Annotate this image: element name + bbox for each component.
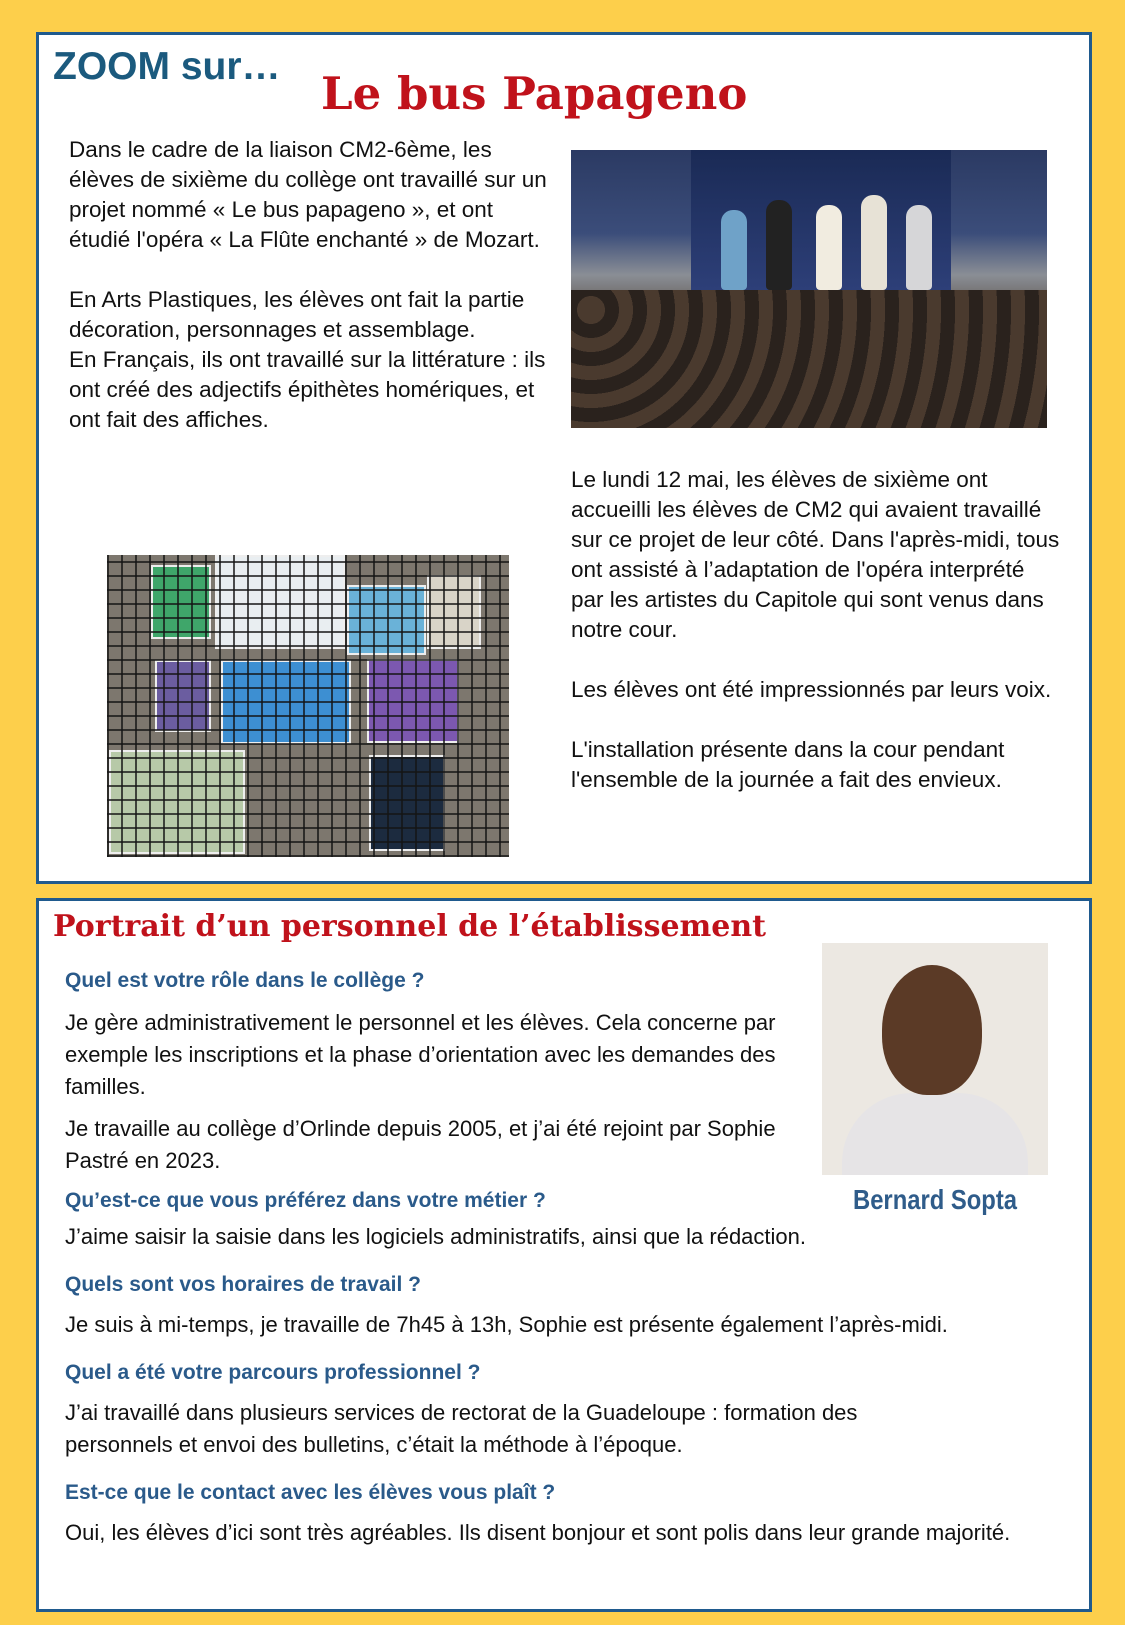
article-intro-text: Dans le cadre de la liaison CM2-6ème, les élèves de sixième du collège ont travaillé sur un projet nommé « Le bus papageno », et ont étudié l'opéra « La Flûte enchanté » de Mozart. En Arts Plastiques, les élèves ont fait la partie décoration, personnages et assemblage. En Français, ils ont travaillé sur la littérature : ils ont créé des adjectifs épithètes homériques, et ont fait des affiches. [69, 137, 547, 432]
interview-answer: Oui, les élèves d’ici sont très agréables. Ils disent bonjour et sont polis dans leur grande majorité. [65, 1520, 1011, 1545]
article-title: Le bus Papageno [321, 67, 748, 120]
performer-figure [816, 205, 842, 290]
qa-item [65, 1479, 1035, 1549]
qa-item [65, 1187, 1075, 1253]
interview-question: Quels sont vos horaires de travail ? [65, 1273, 421, 1296]
performer-figure [721, 210, 747, 290]
portrait-panel [36, 898, 1092, 1612]
interview-answer: Je gère administrativement le personnel et les élèves. Cela concerne par exemple les inscriptions et la phase d’orientation avec les demandes des familles. [65, 1010, 776, 1099]
qa-item [65, 1359, 965, 1461]
zoom-panel [36, 32, 1092, 884]
qa-item [65, 967, 795, 1177]
interview-answer: J’aime saisir la saisie dans les logiciels administratifs, ainsi que la rédaction. [65, 1224, 806, 1249]
performer-figure [906, 205, 932, 290]
interview-question: Est-ce que le contact avec les élèves vous plaît ? [65, 1481, 556, 1504]
portrait-name: Bernard Sopta [853, 1184, 1017, 1215]
article-event-text: Le lundi 12 mai, les élèves de sixième ont accueilli les élèves de CM2 qui avaient travaillé sur ce projet de leur côté. Dans l'après-midi, tous ont assisté à l’adaptation de l'opéra interprété par les artistes du Capitole qui sont venus dans notre cour. Les élèves ont été impressionnés par leurs voix. L'installation présente dans la cour pendant l'ensemble de la journée a fait des envieux. [571, 467, 1060, 792]
staff-portrait-photo [822, 943, 1048, 1175]
performer-figure [766, 200, 792, 290]
performer-figure [861, 195, 887, 290]
interview-question: Qu’est-ce que vous préférez dans votre métier ? [65, 1189, 546, 1212]
interview-answer: Je travaille au collège d’Orlinde depuis 2005, et j’ai été rejoint par Sophie Pastré en 2023. [65, 1116, 776, 1173]
qa-item [65, 1271, 1075, 1341]
portrait-shirt [842, 1093, 1028, 1175]
portrait-head [882, 965, 982, 1095]
section-label: ZOOM sur… [53, 45, 281, 88]
interview-answer: J’ai travaillé dans plusieurs services de rectorat de la Guadeloupe : formation des personnels et envoi des bulletins, c’était la méthode à l’époque. [65, 1400, 858, 1457]
interview-answer: Je suis à mi-temps, je travaille de 7h45 à 13h, Sophie est présente également l’après-midi. [65, 1312, 948, 1337]
wire-mesh-panel [107, 555, 509, 857]
artwork-display-photo [107, 555, 509, 857]
audience [571, 290, 1047, 428]
opera-performance-photo [571, 150, 1047, 428]
interview-question: Quel a été votre parcours professionnel ? [65, 1361, 481, 1384]
portrait-title: Portrait d’un personnel de l’établissement [53, 909, 767, 944]
interview-question: Quel est votre rôle dans le collège ? [65, 969, 425, 992]
